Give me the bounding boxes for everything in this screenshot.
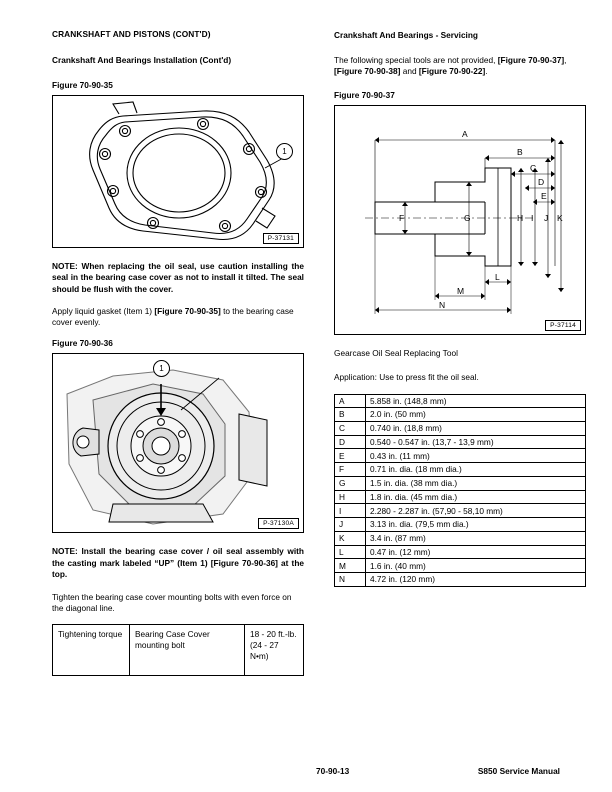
figure-35-image (52, 95, 304, 248)
spec-key: A (335, 394, 366, 408)
table-row (335, 504, 586, 518)
spec-value: 3.13 in. dia. (79,5 mm dia.) (366, 518, 586, 532)
table-row (335, 559, 586, 573)
figure-37-image (334, 105, 586, 335)
note-1-head: NOTE: (52, 260, 78, 271)
right-column (334, 30, 586, 587)
para1-part-a: Apply liquid gasket (Item 1) (52, 306, 155, 317)
oil-seal-tool-dimension-drawing (335, 106, 585, 334)
section-title-left: Crankshaft And Bearings Installation (Cont'd) (52, 54, 232, 65)
tools-figref-38: [Figure 70-90-38] (334, 65, 401, 76)
tool-name: Gearcase Oil Seal Replacing Tool (334, 348, 458, 359)
table-row (335, 545, 586, 559)
dim-letter-H: H (517, 213, 524, 224)
dim-letter-E: E (541, 191, 547, 202)
spec-value: 3.4 in. (87 mm) (366, 531, 586, 545)
dim-letter-I: I (531, 213, 534, 224)
spec-key: L (335, 545, 366, 559)
dim-letter-B: B (517, 147, 523, 158)
table-row (335, 518, 586, 532)
footer-manual-name: S850 Service Manual (477, 766, 560, 776)
dimension-spec-table (334, 394, 586, 587)
spec-value: 1.5 in. dia. (38 mm dia.) (366, 476, 586, 490)
table-row (335, 449, 586, 463)
figure-35-callout-1: 1 (276, 143, 293, 160)
tools-part-c: , (564, 54, 567, 65)
dim-letter-A: A (462, 129, 468, 140)
spec-value: 0.71 in. dia. (18 mm dia.) (366, 463, 586, 477)
torque-table (52, 624, 304, 676)
table-row (335, 435, 586, 449)
torque-value: 18 - 20 ft.-lb. (24 - 27 N•m) (245, 625, 304, 676)
dim-letter-G: G (464, 213, 471, 224)
note-1 (52, 261, 304, 295)
dim-letter-F: F (399, 213, 405, 224)
paragraph-special-tools (334, 55, 586, 77)
tools-part-a: The following special tools are not provided, (334, 54, 498, 65)
figure-36-code: P-37130A (258, 518, 299, 529)
table-row (335, 408, 586, 422)
spec-value: 2.0 in. (50 mm) (366, 408, 586, 422)
paragraph-tighten-bolts: Tighten the bearing case cover mounting bolts with even force on the diagonal line. (52, 591, 292, 613)
figure-35-label: Figure 70-90-35 (52, 79, 113, 90)
spec-value: 0.740 in. (18,8 mm) (366, 422, 586, 436)
dim-letter-M: M (457, 286, 465, 297)
note-2-head: NOTE: (52, 546, 78, 557)
table-row (53, 625, 304, 676)
table-row (335, 476, 586, 490)
engine-bearing-case-photo (53, 354, 303, 532)
torque-fastener: Bearing Case Cover mounting bolt (130, 625, 245, 676)
table-row (335, 394, 586, 408)
spec-value: 2.280 - 2.287 in. (57,90 - 58,10 mm) (366, 504, 586, 518)
note-1-text: When replacing the oil seal, use caution installing the seal in the bearing case cover as not to install it tilted. The seal should be flush with the cover. (52, 260, 304, 294)
torque-label: Tightening torque (53, 625, 130, 676)
spec-key: C (335, 422, 366, 436)
left-column (52, 30, 304, 676)
spec-key: I (335, 504, 366, 518)
note-2 (52, 546, 304, 580)
spec-value: 0.540 - 0.547 in. (13,7 - 13,9 mm) (366, 435, 586, 449)
table-row (335, 573, 586, 587)
figure-36-label: Figure 70-90-36 (52, 338, 113, 349)
dim-letter-L: L (495, 272, 500, 283)
table-row (335, 422, 586, 436)
spec-key: B (335, 408, 366, 422)
spec-value: 0.47 in. (12 mm) (366, 545, 586, 559)
spec-key: G (335, 476, 366, 490)
note-2-text: Install the bearing case cover / oil seal assembly with the casting mark labeled “UP” (Item 1) [Figure 70-90-36] at the top. (52, 546, 304, 580)
dim-letter-D: D (538, 177, 545, 188)
para1-part-c: to the bearing case cover evenly. (52, 306, 294, 328)
spec-value: 5.858 in. (148,8 mm) (366, 394, 586, 408)
spec-key: K (335, 531, 366, 545)
spec-value: 4.72 in. (120 mm) (366, 573, 586, 587)
spec-value: 0.43 in. (11 mm) (366, 449, 586, 463)
table-row (335, 463, 586, 477)
tools-part-g: . (485, 65, 488, 76)
bearing-case-cover-drawing (53, 96, 303, 247)
dim-letter-J: J (544, 213, 549, 224)
paragraph-apply-liquid-gasket (52, 306, 304, 328)
section-title-right: Crankshaft And Bearings - Servicing (334, 30, 479, 40)
spec-key: M (335, 559, 366, 573)
table-row (335, 531, 586, 545)
figure-37-label: Figure 70-90-37 (334, 90, 395, 101)
spec-key: F (335, 463, 366, 477)
spec-key: N (335, 573, 366, 587)
spec-key: J (335, 518, 366, 532)
tools-part-e: and (400, 65, 419, 76)
dim-letter-N: N (439, 300, 446, 311)
tools-figref-37: [Figure 70-90-37] (497, 54, 565, 65)
spec-key: E (335, 449, 366, 463)
dim-letter-C: C (530, 163, 537, 174)
page-title: CRANKSHAFT AND PISTONS (CONT'D) (52, 29, 211, 39)
figure-36-callout-1: 1 (153, 360, 170, 377)
spec-value: 1.8 in. dia. (45 mm dia.) (366, 490, 586, 504)
tool-application: Application: Use to press fit the oil seal. (334, 372, 479, 383)
tools-figref-22: [Figure 70-90-22] (418, 65, 486, 76)
figure-35-code: P-37131 (263, 233, 299, 244)
dim-letter-K: K (557, 213, 563, 224)
spec-value: 1.6 in. (40 mm) (366, 559, 586, 573)
figure-36-image (52, 353, 304, 533)
spec-key: D (335, 435, 366, 449)
spec-key: H (335, 490, 366, 504)
table-row (335, 490, 586, 504)
footer-page-number: 70-90-13 (316, 766, 350, 776)
figure-37-code: P-37114 (545, 320, 581, 331)
para1-figref: [Figure 70-90-35] (154, 306, 221, 317)
